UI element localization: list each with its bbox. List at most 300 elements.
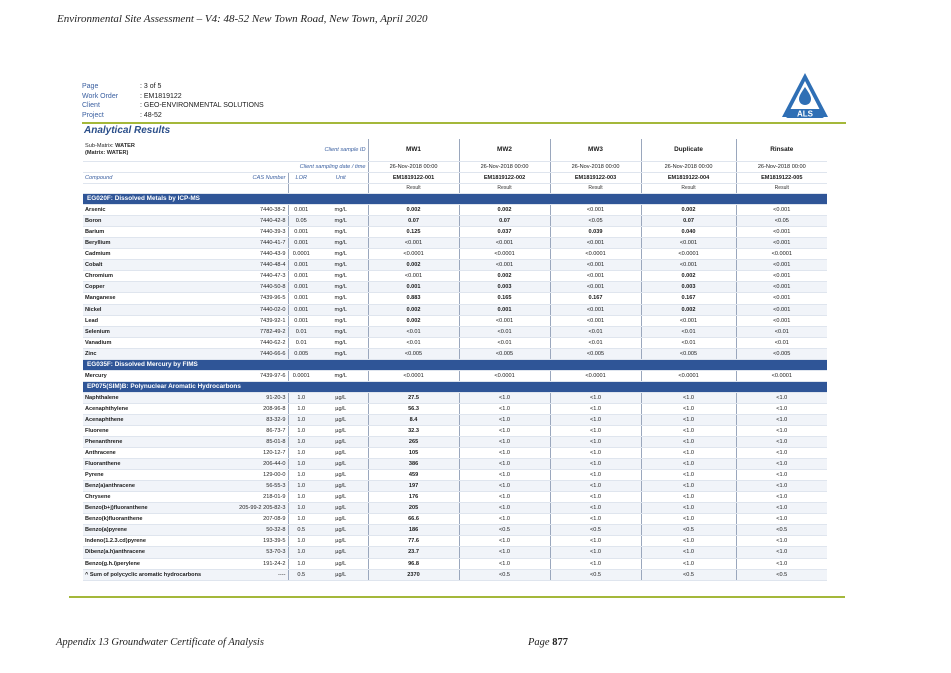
lor-value: 0.001 [288,282,314,293]
result-value: <1.0 [736,558,827,569]
result-value: <1.0 [641,536,736,547]
cas-number: 7440-43-9 [203,249,288,260]
lor-value: 1.0 [288,492,314,503]
result-label: Result [459,184,550,194]
unit-value: µg/L [314,392,368,403]
meta-value: : GEO-ENVIRONMENTAL SOLUTIONS [140,102,264,109]
unit-value: µg/L [314,470,368,481]
meta-label: Work Order [82,92,119,100]
sample-date: 26-Nov-2018 00:00 [641,162,736,173]
sample-date: 26-Nov-2018 00:00 [550,162,641,173]
result-value: <1.0 [641,425,736,436]
lor-value: 0.001 [288,304,314,315]
cas-number: 7440-02-0 [203,304,288,315]
table-row [83,525,827,536]
lor-value: 1.0 [288,436,314,447]
result-value: <0.5 [550,569,641,580]
unit-value: µg/L [314,481,368,492]
result-value: 32.3 [368,425,459,436]
result-value: <1.0 [641,481,736,492]
result-value: <1.0 [550,470,641,481]
cas-number: ---- [203,569,288,580]
compound-name: Mercury [83,370,203,381]
meta-row [82,92,264,102]
lor-value: 1.0 [288,392,314,403]
result-value: <0.001 [550,304,641,315]
result-value: <0.5 [736,525,827,536]
result-value: 0.039 [550,227,641,238]
result-value: <1.0 [459,414,550,425]
cas-number: 7439-92-1 [203,315,288,326]
cas-number: 7440-50-8 [203,282,288,293]
result-value: 0.002 [368,260,459,271]
cas-number: 56-55-3 [203,481,288,492]
table-row [83,448,827,459]
cas-number: 91-20-3 [203,392,288,403]
result-value: <0.001 [736,238,827,249]
table-row [83,227,827,238]
result-value: <1.0 [459,425,550,436]
table-row [83,547,827,558]
header-columns-row [83,173,827,184]
result-value: <0.5 [641,569,736,580]
cas-number: 7440-42-8 [203,216,288,227]
result-value: 0.040 [641,227,736,238]
lor-value: 0.0001 [288,249,314,260]
result-value: <1.0 [641,547,736,558]
result-value: <0.001 [368,271,459,282]
result-value: <0.005 [736,348,827,359]
meta-label: Client [82,102,100,109]
cas-number: 50-32-8 [203,525,288,536]
lor-value: 0.05 [288,216,314,227]
table-row [83,414,827,425]
result-value: <0.001 [736,227,827,238]
unit-value: µg/L [314,514,368,525]
result-value: <1.0 [550,459,641,470]
result-value: 77.6 [368,536,459,547]
result-value: <0.001 [736,260,827,271]
unit-value: mg/L [314,260,368,271]
result-value: <0.0001 [459,249,550,260]
result-value: <1.0 [736,436,827,447]
result-value: <1.0 [550,392,641,403]
cas-number: 7440-66-6 [203,348,288,359]
cas-number: 7440-41-7 [203,238,288,249]
method-title: EP075(SIM)B: Polynuclear Aromatic Hydrocarbons [83,381,827,392]
cas-number: 208-96-8 [203,403,288,414]
result-value: 23.7 [368,547,459,558]
table-row [83,403,827,414]
compound-name: Benz(a)anthracene [83,481,203,492]
lor-value: 1.0 [288,403,314,414]
result-value: 56.3 [368,403,459,414]
result-label: Result [736,184,827,194]
unit-value: mg/L [314,370,368,381]
table-row [83,536,827,547]
result-value: <1.0 [736,470,827,481]
compound-name: Dibenz(a.h)anthracene [83,547,203,558]
meta-label: Project [82,111,104,119]
result-value: <1.0 [736,459,827,470]
client-sample-id-label: Client sample ID [288,139,368,162]
result-value: <1.0 [736,547,827,558]
result-value: 0.003 [641,282,736,293]
result-value: <1.0 [641,558,736,569]
lor-value: 1.0 [288,558,314,569]
cas-number: 53-70-3 [203,547,288,558]
lor-value: 1.0 [288,503,314,514]
lor-header: LOR [288,173,314,184]
result-value: 386 [368,459,459,470]
result-value: 0.002 [641,304,736,315]
unit-value: µg/L [314,503,368,514]
result-value: <1.0 [459,503,550,514]
result-value: <1.0 [641,392,736,403]
result-value: <0.0001 [641,370,736,381]
result-value: 0.002 [641,205,736,216]
result-value: <0.0001 [368,370,459,381]
result-value: <1.0 [459,448,550,459]
unit-value: µg/L [314,448,368,459]
method-group-header [83,359,827,370]
result-value: <1.0 [550,547,641,558]
result-value: <1.0 [641,436,736,447]
table-row [83,514,827,525]
result-value: <1.0 [550,558,641,569]
result-value: <1.0 [459,558,550,569]
compound-name: Chrysene [83,492,203,503]
table-row [83,315,827,326]
cas-number: 206-44-0 [203,459,288,470]
sample-date: 26-Nov-2018 00:00 [368,162,459,173]
result-value: <1.0 [736,492,827,503]
compound-header: Compound [83,173,203,184]
sample-id-header: Duplicate [641,139,736,162]
result-value: <0.005 [550,348,641,359]
table-row [83,337,827,348]
result-value: 27.5 [368,392,459,403]
cas-number: 120-12-7 [203,448,288,459]
result-value: <1.0 [459,436,550,447]
cas-number: 205-99-2 205-82-3 [203,503,288,514]
result-value: <0.01 [550,337,641,348]
result-value: <0.01 [550,326,641,337]
unit-value: mg/L [314,282,368,293]
result-value: 186 [368,525,459,536]
lab-id: EM1819122-002 [459,173,550,184]
result-value: <0.001 [736,304,827,315]
result-value: <1.0 [736,514,827,525]
cas-number: 193-39-5 [203,536,288,547]
sample-id-header: MW1 [368,139,459,162]
footer-page-number: 877 [552,637,568,648]
table-row [83,326,827,337]
running-header: Environmental Site Assessment – V4: 48-52 New Town Road, New Town, April 2020 [57,13,428,25]
report-meta [82,82,264,120]
cas-number: 7440-38-2 [203,205,288,216]
meta-value: : 3 of 5 [140,83,162,90]
table-row [83,459,827,470]
compound-name: Naphthalene [83,392,203,403]
unit-value: mg/L [314,227,368,238]
lab-id: EM1819122-003 [550,173,641,184]
results-table [83,139,827,581]
method-group-header [83,194,827,205]
sample-id-header: MW3 [550,139,641,162]
result-value: <1.0 [459,536,550,547]
table-row [83,293,827,304]
compound-name: Manganese [83,293,203,304]
result-value: <1.0 [736,503,827,514]
unit-value: mg/L [314,304,368,315]
table-row [83,370,827,381]
cas-header: CAS Number [203,173,288,184]
result-value: 0.003 [459,282,550,293]
result-value: 0.07 [459,216,550,227]
result-value: 0.001 [368,282,459,293]
result-value: <1.0 [550,425,641,436]
result-value: <0.5 [641,525,736,536]
compound-name: Nickel [83,304,203,315]
result-value: <0.001 [550,271,641,282]
result-value: <1.0 [550,436,641,447]
result-value: 0.002 [368,205,459,216]
compound-name: Barium [83,227,203,238]
table-row [83,392,827,403]
result-value: <1.0 [736,403,827,414]
result-value: 0.002 [641,271,736,282]
result-value: 0.07 [641,216,736,227]
result-value: <1.0 [459,459,550,470]
result-value: 2370 [368,569,459,580]
sample-date: 26-Nov-2018 00:00 [736,162,827,173]
compound-name: Benzo(k)fluoranthene [83,514,203,525]
logo-text: ALS [797,109,813,119]
section-title: Analytical Results [84,125,171,136]
unit-value: mg/L [314,238,368,249]
result-value: <1.0 [550,503,641,514]
result-value: <1.0 [641,503,736,514]
result-value: <1.0 [736,448,827,459]
lor-value: 0.005 [288,348,314,359]
result-value: <1.0 [459,470,550,481]
result-value: <0.5 [736,569,827,580]
unit-value: µg/L [314,569,368,580]
result-value: 0.001 [459,304,550,315]
compound-name: ^ Sum of polycyclic aromatic hydrocarbons [83,569,203,580]
result-value: <0.01 [641,337,736,348]
cas-number: 7440-47-3 [203,271,288,282]
unit-value: µg/L [314,492,368,503]
header-date-row [83,162,827,173]
result-value: <1.0 [459,547,550,558]
result-value: <1.0 [459,514,550,525]
lor-value: 0.01 [288,337,314,348]
result-value: 197 [368,481,459,492]
compound-name: Phenanthrene [83,436,203,447]
table-row [83,238,827,249]
result-value: 176 [368,492,459,503]
result-value: <1.0 [641,448,736,459]
result-value: 0.883 [368,293,459,304]
sub-matrix-value: WATER [115,143,135,149]
result-value: <1.0 [736,414,827,425]
compound-name: Acenaphthylene [83,403,203,414]
result-value: <1.0 [550,536,641,547]
unit-value: µg/L [314,558,368,569]
table-row [83,569,827,580]
unit-value: mg/L [314,337,368,348]
result-value: <0.001 [550,238,641,249]
result-value: <1.0 [641,414,736,425]
result-value: 96.8 [368,558,459,569]
result-value: <0.01 [368,326,459,337]
lor-value: 1.0 [288,425,314,436]
meta-row [82,82,264,92]
lor-value: 1.0 [288,414,314,425]
cas-number: 7439-96-5 [203,293,288,304]
compound-name: Cobalt [83,260,203,271]
result-value: <0.005 [368,348,459,359]
cas-number: 83-32-9 [203,414,288,425]
sample-id-header: Rinsate [736,139,827,162]
result-value: <0.5 [459,525,550,536]
result-value: <0.005 [641,348,736,359]
result-value: 0.002 [459,205,550,216]
result-value: <0.0001 [641,249,736,260]
result-value: <0.5 [459,569,550,580]
unit-value: µg/L [314,425,368,436]
table-row [83,348,827,359]
result-value: 105 [368,448,459,459]
table-row [83,558,827,569]
result-label: Result [368,184,459,194]
unit-value: mg/L [314,216,368,227]
result-value: <1.0 [550,514,641,525]
result-value: <1.0 [550,403,641,414]
method-title: EG020F: Dissolved Metals by ICP-MS [83,194,827,205]
result-value: <0.0001 [736,370,827,381]
meta-value: : EM1819122 [140,92,182,100]
cas-number: 218-01-9 [203,492,288,503]
result-value: <0.005 [459,348,550,359]
table-row [83,425,827,436]
table-row [83,503,827,514]
footer-page-label: Page [528,637,550,648]
unit-value: mg/L [314,249,368,260]
result-value: 0.167 [550,293,641,304]
lor-value: 1.0 [288,459,314,470]
header-sample-id-row [83,139,827,162]
result-value: <0.001 [368,238,459,249]
lor-value: 0.5 [288,569,314,580]
result-value: <0.001 [550,282,641,293]
result-value: 205 [368,503,459,514]
result-value: <0.001 [550,260,641,271]
lor-value: 0.5 [288,525,314,536]
sample-id-header: MW2 [459,139,550,162]
lor-value: 0.001 [288,205,314,216]
result-value: 459 [368,470,459,481]
compound-name: Benzo(b+j)fluoranthene [83,503,203,514]
result-value: <0.0001 [368,249,459,260]
result-value: <0.001 [459,260,550,271]
unit-value: µg/L [314,403,368,414]
lor-value: 1.0 [288,448,314,459]
cas-number: 7439-97-6 [203,370,288,381]
result-value: <1.0 [641,459,736,470]
unit-value: µg/L [314,547,368,558]
lor-value: 1.0 [288,514,314,525]
result-value: 0.002 [368,315,459,326]
compound-name: Zinc [83,348,203,359]
lab-id: EM1819122-004 [641,173,736,184]
result-value: <1.0 [550,492,641,503]
compound-name: Indeno(1.2.3.cd)pyrene [83,536,203,547]
table-row [83,249,827,260]
compound-name: Anthracene [83,448,203,459]
bottom-rule [69,596,845,598]
compound-name: Acenaphthene [83,414,203,425]
footer-appendix: Appendix 13 Groundwater Certificate of Analysis [56,637,264,648]
cas-number: 7440-62-2 [203,337,288,348]
footer-page [528,637,568,648]
table-row [83,216,827,227]
table-row [83,436,827,447]
result-value: 0.165 [459,293,550,304]
compound-name: Cadmium [83,249,203,260]
result-value: <0.01 [736,337,827,348]
sample-date: 26-Nov-2018 00:00 [459,162,550,173]
matrix-label: (Matrix: WATER) [85,150,129,156]
lab-id: EM1819122-001 [368,173,459,184]
result-value: <1.0 [736,536,827,547]
unit-header: Unit [314,173,368,184]
result-value: <1.0 [736,481,827,492]
result-value: 0.167 [641,293,736,304]
result-value: 0.037 [459,227,550,238]
result-value: <0.01 [459,337,550,348]
unit-value: µg/L [314,414,368,425]
compound-name: Fluorene [83,425,203,436]
result-label: Result [550,184,641,194]
result-value: <0.0001 [550,249,641,260]
top-rule [82,122,846,124]
lor-value: 1.0 [288,470,314,481]
result-value: <0.001 [459,238,550,249]
result-value: <0.001 [736,205,827,216]
result-value: <1.0 [641,470,736,481]
result-value: <0.001 [736,293,827,304]
meta-value: : 48-52 [140,111,162,119]
result-value: 265 [368,436,459,447]
unit-value: mg/L [314,315,368,326]
result-value: <0.05 [550,216,641,227]
result-label: Result [641,184,736,194]
lor-value: 0.001 [288,315,314,326]
compound-name: Benzo(a)pyrene [83,525,203,536]
unit-value: µg/L [314,459,368,470]
result-value: 0.07 [368,216,459,227]
unit-value: mg/L [314,271,368,282]
result-value: <0.05 [736,216,827,227]
result-value: <0.001 [641,238,736,249]
compound-name: Fluoranthene [83,459,203,470]
method-title: EG035F: Dissolved Mercury by FIMS [83,359,827,370]
result-value: <1.0 [550,481,641,492]
header-result-row [83,184,827,194]
